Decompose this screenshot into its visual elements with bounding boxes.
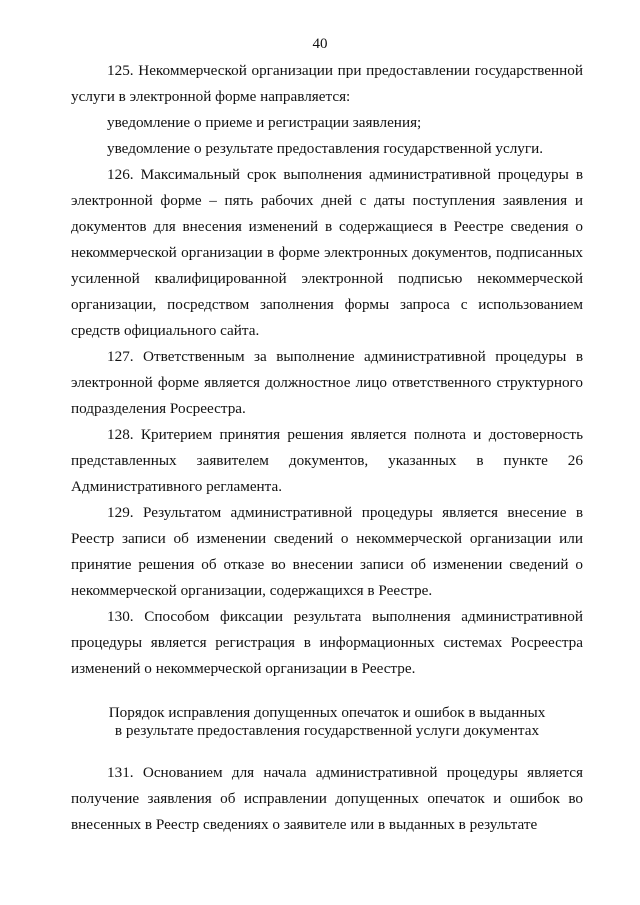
section-heading-line-2: в результате предоставления государственной услуги документах bbox=[114, 722, 540, 739]
paragraph-125-item-1: уведомление о приеме и регистрации заявления; bbox=[107, 114, 422, 131]
paragraph-128: 128. Критерием принятия решения является полнота и достоверность представленных заявителем документов, указанных в пункте 26 Административного регламента. bbox=[71, 426, 583, 495]
paragraph-126: 126. Максимальный срок выполнения административной процедуры в электронной форме – пять рабочих дней с даты поступления заявления и документов для внесения изменений в содержащиеся в Реестре сведения о некоммерческой организации в форме электронных документов, подписанных усиленной квалифицированной электронной подписью некоммерческой организации, посредством заполнения формы запроса с использованием средств официального сайта. bbox=[71, 166, 583, 339]
section-heading bbox=[71, 704, 583, 740]
paragraph-125-item-2: уведомление о результате предоставления государственной услуги. bbox=[107, 140, 544, 157]
paragraph-127: 127. Ответственным за выполнение административной процедуры в электронной форме является должностное лицо ответственного структурного подразделения Росреестра. bbox=[71, 348, 583, 417]
paragraph-130: 130. Способом фиксации результата выполнения административной процедуры является регистрация в информационных системах Росреестра изменений о некоммерческой организации в Реестре. bbox=[71, 608, 583, 677]
paragraph-125: 125. Некоммерческой организации при предоставлении государственной услуги в электронной форме направляется: bbox=[71, 62, 583, 105]
page-number: 40 bbox=[312, 36, 328, 52]
paragraph-131: 131. Основанием для начала административной процедуры является получение заявления об исправлении допущенных опечаток и ошибок во внесенных в Реестр сведениях о заявителе или в выданных в результате bbox=[71, 764, 583, 833]
paragraph-129: 129. Результатом административной процедуры является внесение в Реестр записи об изменении сведений о некоммерческой организации или принятие решения об отказе во внесении записи об изменении сведений о некоммерческой организации, содержащихся в Реестре. bbox=[71, 504, 583, 599]
document-body bbox=[71, 58, 583, 838]
section-heading-line-1: Порядок исправления допущенных опечаток и ошибок в выданных bbox=[108, 704, 546, 721]
